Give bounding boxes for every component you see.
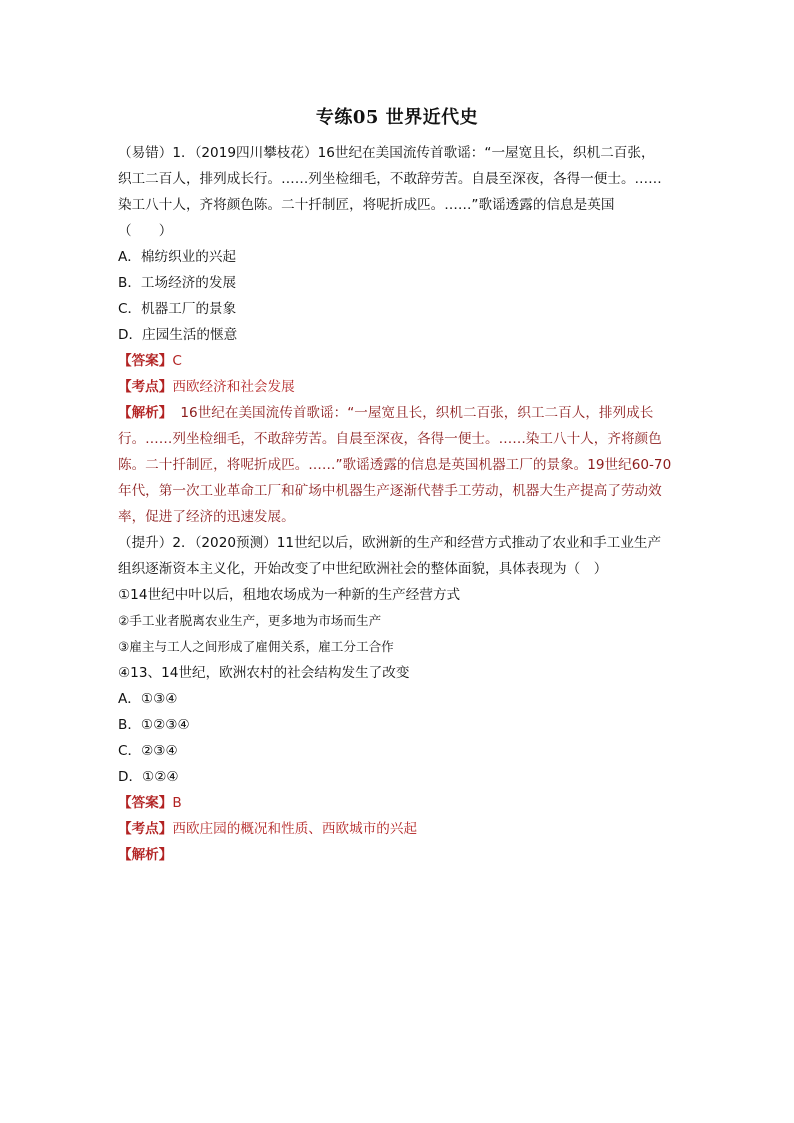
question-1-option-d: D．庄园生活的惬意 [118, 327, 238, 343]
question-2-analysis [118, 842, 688, 868]
question-1-option-a: A．棉纺织业的兴起 [118, 249, 237, 265]
answer-value: B [172, 795, 182, 811]
point-label: 【考点】 [118, 379, 173, 395]
answer-label: 【答案】 [118, 795, 173, 811]
question-2-line-1: （提升）2．（2020预测）11世纪以后，欧洲新的生产和经营方式推动了农业和手工业生产 [118, 535, 662, 551]
question-2-option-c: C．②③④ [118, 743, 178, 759]
question-2-statement-2: ②手工业者脱离农业生产，更多地为市场而生产 [118, 613, 382, 628]
question-1-line-3: 染工八十人，齐将颜色陈。二十扦制匠，将呢折成匹。……”歌谣透露的信息是英国 [118, 197, 615, 213]
point-value: 西欧庄园的概况和性质、西欧城市的兴起 [172, 821, 418, 837]
question-2-statement-4: ④13、14世纪，欧洲农村的社会结构发生了改变 [118, 665, 410, 681]
question-2-statement-3: ③雇主与工人之间形成了雇佣关系，雇工分工合作 [118, 639, 394, 654]
question-2-option-a: A．①③④ [118, 691, 178, 707]
point-label: 【考点】 [118, 821, 173, 837]
question-1-analysis-line-4: 年代，第一次工业革命工厂和矿场中机器生产逐渐代替手工劳动，机器大生产提高了劳动效 [118, 483, 662, 499]
question-2-option-d: D．①②④ [118, 769, 179, 785]
question-1-analysis-line-5: 率，促进了经济的迅速发展。 [118, 509, 295, 525]
question-1-line-4: （ ） [118, 223, 173, 239]
question-1-line-1: （易错）1．（2019四川攀枝花）16世纪在美国流传首歌谣：“一屋宽且长，织机二百张， [118, 145, 655, 161]
question-1-point [118, 374, 688, 400]
point-value: 西欧经济和社会发展 [172, 379, 295, 395]
question-1-option-c: C．机器工厂的景象 [118, 301, 237, 317]
question-1-analysis-line-2: 行。……列坐检细毛，不敢辞劳苦。自晨至深夜，各得一便士。……染工八十人，齐将颜色 [118, 431, 662, 447]
question-2-option-b: B．①②③④ [118, 717, 190, 733]
question-1-option-b: B．工场经济的发展 [118, 275, 237, 291]
document-body [118, 140, 688, 868]
question-1-analysis-line-1 [118, 400, 688, 426]
analysis-text: 16世纪在美国流传首歌谣：“一屋宽且长，织机二百张，织工二百人，排列成长 [180, 405, 654, 421]
question-2-answer [118, 790, 688, 816]
question-2-point [118, 816, 688, 842]
analysis-label: 【解析】 [118, 405, 173, 421]
analysis-label: 【解析】 [118, 847, 173, 863]
answer-value: C [172, 353, 182, 369]
question-1-answer [118, 348, 688, 374]
document-title: 专练05 世界近代史 [315, 107, 479, 128]
question-1-analysis-line-3: 陈。二十扦制匠，将呢折成匹。……”歌谣透露的信息是英国机器工厂的景象。19世纪60-70 [118, 457, 672, 473]
answer-label: 【答案】 [118, 353, 173, 369]
question-1-line-2: 织工二百人，排列成长行。……列坐检细毛，不敢辞劳苦。自晨至深夜，各得一便士。…… [118, 171, 662, 187]
question-2-statement-1: ①14世纪中叶以后，租地农场成为一种新的生产经营方式 [118, 587, 461, 603]
question-2-line-2: 组织逐渐资本主义化，开始改变了中世纪欧洲社会的整体面貌，具体表现为（ ） [118, 561, 608, 577]
